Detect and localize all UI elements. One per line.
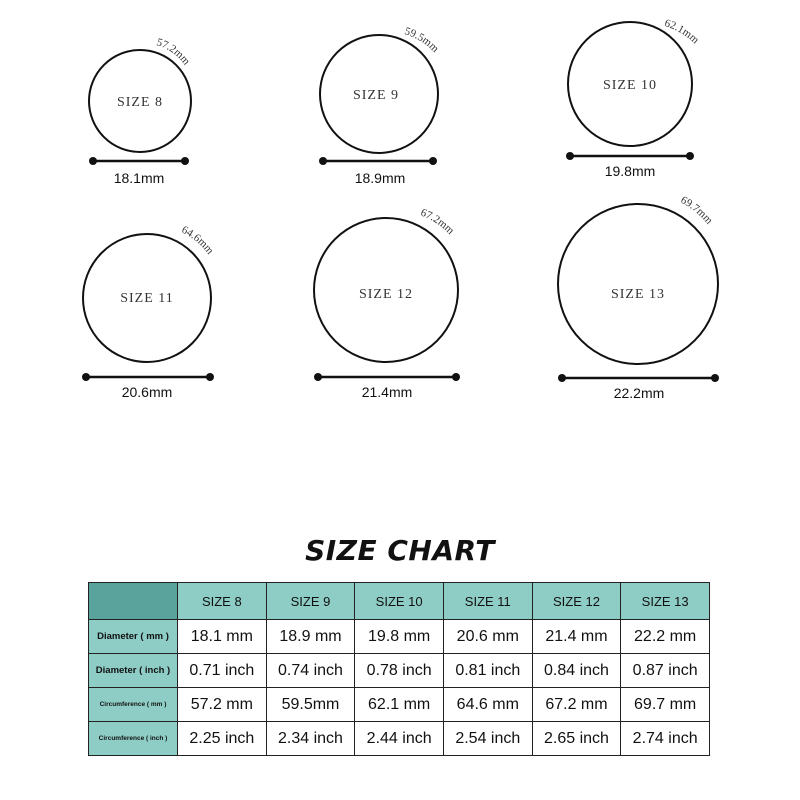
- column-header-size-12: SIZE 12: [532, 583, 621, 620]
- table-cell: 0.84 inch: [532, 654, 621, 688]
- ring-size-12: [314, 207, 460, 400]
- ring-diameter-label: 21.4mm: [361, 384, 413, 400]
- diameter-endpoint: [566, 152, 574, 160]
- table-cell: 62.1 mm: [355, 688, 444, 722]
- table-cell: 0.78 inch: [355, 654, 444, 688]
- table-cell: 59.5mm: [266, 688, 355, 722]
- diameter-endpoint: [314, 373, 322, 381]
- table-cell: 67.2 mm: [532, 688, 621, 722]
- ring-size-8: [89, 36, 193, 186]
- table-cell: 2.44 inch: [355, 722, 444, 756]
- diameter-endpoint: [686, 152, 694, 160]
- diameter-endpoint: [558, 374, 566, 382]
- ring-size-label: SIZE 10: [602, 78, 658, 93]
- table-row-circumference-mm: [89, 688, 710, 722]
- column-header-size-8: SIZE 8: [178, 583, 267, 620]
- table-row-diameter-inch: [89, 654, 710, 688]
- table-cell: 64.6 mm: [443, 688, 532, 722]
- ring-diameter-label: 20.6mm: [121, 384, 173, 400]
- table-cell: 2.54 inch: [443, 722, 532, 756]
- table-header-row: [89, 583, 710, 620]
- ring-diameter-label: 22.2mm: [613, 385, 665, 401]
- table-cell: 2.65 inch: [532, 722, 621, 756]
- table-cell: 57.2 mm: [178, 688, 267, 722]
- table-cell: 0.81 inch: [443, 654, 532, 688]
- table-cell: 0.71 inch: [178, 654, 267, 688]
- table-cell: 19.8 mm: [355, 620, 444, 654]
- table-cell: 0.74 inch: [266, 654, 355, 688]
- diameter-endpoint: [452, 373, 460, 381]
- diameter-endpoint: [181, 157, 189, 165]
- column-header-size-11: SIZE 11: [443, 583, 532, 620]
- table-cell: 2.74 inch: [621, 722, 710, 756]
- row-header: Diameter ( inch ): [89, 654, 178, 688]
- diameter-endpoint: [89, 157, 97, 165]
- ring-size-10: [566, 17, 702, 179]
- diameter-endpoint: [206, 373, 214, 381]
- column-header-size-10: SIZE 10: [355, 583, 444, 620]
- table-row-diameter-mm: [89, 620, 710, 654]
- ring-size-label: SIZE 11: [120, 291, 174, 306]
- row-header: Circumference ( inch ): [89, 722, 178, 756]
- table-cell: 21.4 mm: [532, 620, 621, 654]
- table-row-circumference-inch: [89, 722, 710, 756]
- ring-diameter-label: 18.1mm: [113, 170, 165, 186]
- ring-circumference-label: 62.1mm: [663, 17, 702, 47]
- table-cell: 22.2 mm: [621, 620, 710, 654]
- ring-size-13: [558, 194, 719, 401]
- table-cell: 2.25 inch: [178, 722, 267, 756]
- ring-circumference-label: 69.7mm: [678, 194, 715, 227]
- table-cell: 18.1 mm: [178, 620, 267, 654]
- table-cell: 0.87 inch: [621, 654, 710, 688]
- ring-size-11: [82, 224, 216, 400]
- table-cell: 20.6 mm: [443, 620, 532, 654]
- ring-circle: [558, 204, 718, 364]
- ring-circumference-label: 64.6mm: [179, 223, 216, 257]
- diameter-endpoint: [82, 373, 90, 381]
- column-header-size-9: SIZE 9: [266, 583, 355, 620]
- ring-circumference-label: 59.5mm: [403, 25, 441, 55]
- table-cell: 2.34 inch: [266, 722, 355, 756]
- size-chart-table: [88, 582, 710, 756]
- size-chart-title: SIZE CHART: [305, 534, 495, 567]
- ring-diameter-label: 18.9mm: [354, 170, 406, 186]
- ring-circumference-label: 57.2mm: [155, 36, 193, 68]
- diameter-endpoint: [319, 157, 327, 165]
- table-cell: 69.7 mm: [621, 688, 710, 722]
- table-corner-cell: [89, 583, 178, 620]
- ring-size-label: SIZE 9: [352, 88, 400, 103]
- diameter-endpoint: [429, 157, 437, 165]
- ring-size-label: SIZE 8: [116, 95, 164, 110]
- diameter-endpoint: [711, 374, 719, 382]
- row-header: Circumference ( mm ): [89, 688, 178, 722]
- column-header-size-13: SIZE 13: [621, 583, 710, 620]
- ring-size-9: [319, 25, 441, 186]
- ring-size-label: SIZE 12: [358, 287, 414, 302]
- ring-diameter-label: 19.8mm: [604, 163, 656, 179]
- ring-size-label: SIZE 13: [610, 287, 666, 302]
- row-header: Diameter ( mm ): [89, 620, 178, 654]
- table-cell: 18.9 mm: [266, 620, 355, 654]
- ring-circumference-label: 67.2mm: [418, 206, 457, 237]
